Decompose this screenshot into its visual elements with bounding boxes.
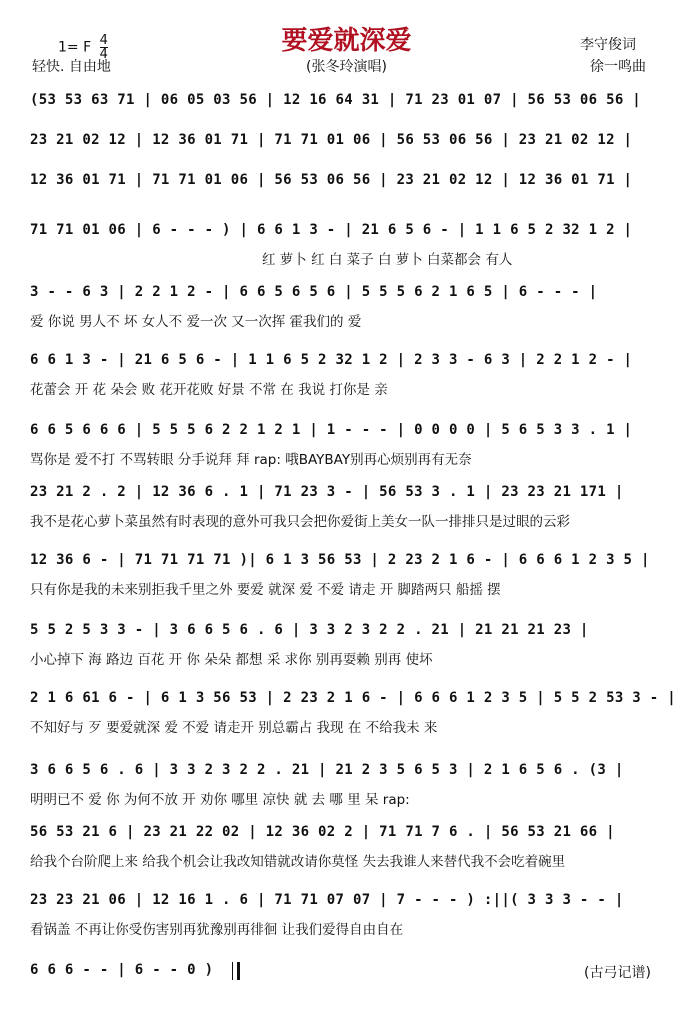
lyric-line: 给我个台阶爬上来 给我个机会让我改知错就改请你莫怪 失去我谁人来替代我不会吃着碗里	[30, 854, 566, 870]
transcriber-credit: (古弓记谱)	[584, 965, 651, 981]
lyric-line: 花蕾会 开 花 朵会 败 花开花败 好景 不常 在 我说 打你是 亲	[30, 382, 388, 398]
lyricist-credit: 李守俊词	[580, 37, 636, 53]
notation-line: 56 53 21 6 | 23 21 22 02 | 12 36 02 2 | 71 71 7 6 . | 56 53 21 66 |	[30, 824, 615, 840]
lyric-line: 只有你是我的未来别拒我千里之外 要爱 就深 爱 不爱 请走 开 脚踏两只 船摇 摆	[30, 582, 501, 598]
notation-line: 6 6 5 6 6 6 | 5 5 5 6 2 2 1 2 1 | 1 - - - | 0 0 0 0 | 5 6 5 3 3 . 1 |	[30, 422, 633, 438]
lyric-line: 不知好与 歹 要爱就深 爱 不爱 请走开 别总霸占 我现 在 不给我未 来	[30, 720, 438, 736]
lyric-line: 红 萝卜 红 白 菜子 白 萝卜 白菜都会 有人	[262, 252, 513, 268]
final-barline	[232, 962, 240, 980]
composer-credit: 徐一鸣曲	[590, 59, 646, 75]
time-signature-top: 4	[99, 33, 108, 48]
notation-line: 12 36 01 71 | 71 71 01 06 | 56 53 06 56 | 23 21 02 12 | 12 36 01 71 |	[30, 172, 633, 188]
notation-line: 23 23 21 06 | 12 16 1 . 6 | 71 71 07 07 | 7 - - - ) :||( 3 3 3 - - |	[30, 892, 624, 908]
notation-line: 23 21 02 12 | 12 36 01 71 | 71 71 01 06 | 56 53 06 56 | 23 21 02 12 |	[30, 132, 633, 148]
notation-line: 12 36 6 - | 71 71 71 71 )| 6 1 3 56 53 | 2 23 2 1 6 - | 6 6 6 1 2 3 5 |	[30, 552, 650, 568]
notation-line: 3 6 6 5 6 . 6 | 3 3 2 3 2 2 . 21 | 21 2 3 5 6 5 3 | 2 1 6 5 6 . (3 |	[30, 762, 624, 778]
notation-line: (53 53 63 71 | 06 05 03 56 | 12 16 64 31 | 71 23 01 07 | 56 53 06 56 |	[30, 92, 642, 108]
lyric-line: 看锅盖 不再让你受伤害别再犹豫别再徘徊 让我们爱得自由自在	[30, 922, 404, 938]
time-signature-bottom: 4	[99, 47, 108, 62]
notation-line: 2 1 6 61 6 - | 6 1 3 56 53 | 2 23 2 1 6 - | 6 6 6 1 2 3 5 | 5 5 2 53 3 - |	[30, 690, 676, 706]
song-title: 要爱就深爱	[281, 26, 412, 56]
notation-line: 71 71 01 06 | 6 - - - ) | 6 6 1 3 - | 21 6 5 6 - | 1 1 6 5 2 32 1 2 |	[30, 222, 633, 238]
notation-line: 23 21 2 . 2 | 12 36 6 . 1 | 71 23 3 - | 56 53 3 . 1 | 23 23 21 171 |	[30, 484, 624, 500]
tempo-marking: 轻快. 自由地	[32, 59, 111, 75]
key-label: 1= F	[58, 39, 92, 56]
lyric-line: 小心掉下 海 路边 百花 开 你 朵朵 都想 采 求你 别再耍赖 别再 使坏	[30, 652, 433, 668]
notation-line: 6 6 1 3 - | 21 6 5 6 - | 1 1 6 5 2 32 1 2 | 2 3 3 - 6 3 | 2 2 1 2 - |	[30, 352, 633, 368]
lyric-line: 骂你是 爱不打 不骂转眼 分手说拜 拜 rap: 哦BAYBAY别再心烦别再有无奈	[30, 452, 472, 468]
notation-line: 6 6 6 - - | 6 - - 0 )	[30, 962, 214, 978]
lyric-line: 爱 你说 男人不 坏 女人不 爱一次 又一次挥 霍我们的 爱	[30, 314, 362, 330]
singer-credit: (张冬玲演唱)	[306, 59, 387, 75]
lyric-line: 我不是花心萝卜菜虽然有时表现的意外可我只会把你爱街上美女一队一排排只是过眼的云彩	[30, 514, 570, 530]
lyric-line: 明明已不 爱 你 为何不放 开 劝你 哪里 凉快 就 去 哪 里 呆 rap:	[30, 792, 410, 808]
notation-line: 3 - - 6 3 | 2 2 1 2 - | 6 6 5 6 5 6 | 5 5 5 6 2 1 6 5 | 6 - - - |	[30, 284, 598, 300]
notation-line: 5 5 2 5 3 3 - | 3 6 6 5 6 . 6 | 3 3 2 3 2 2 . 21 | 21 21 21 23 |	[30, 622, 589, 638]
